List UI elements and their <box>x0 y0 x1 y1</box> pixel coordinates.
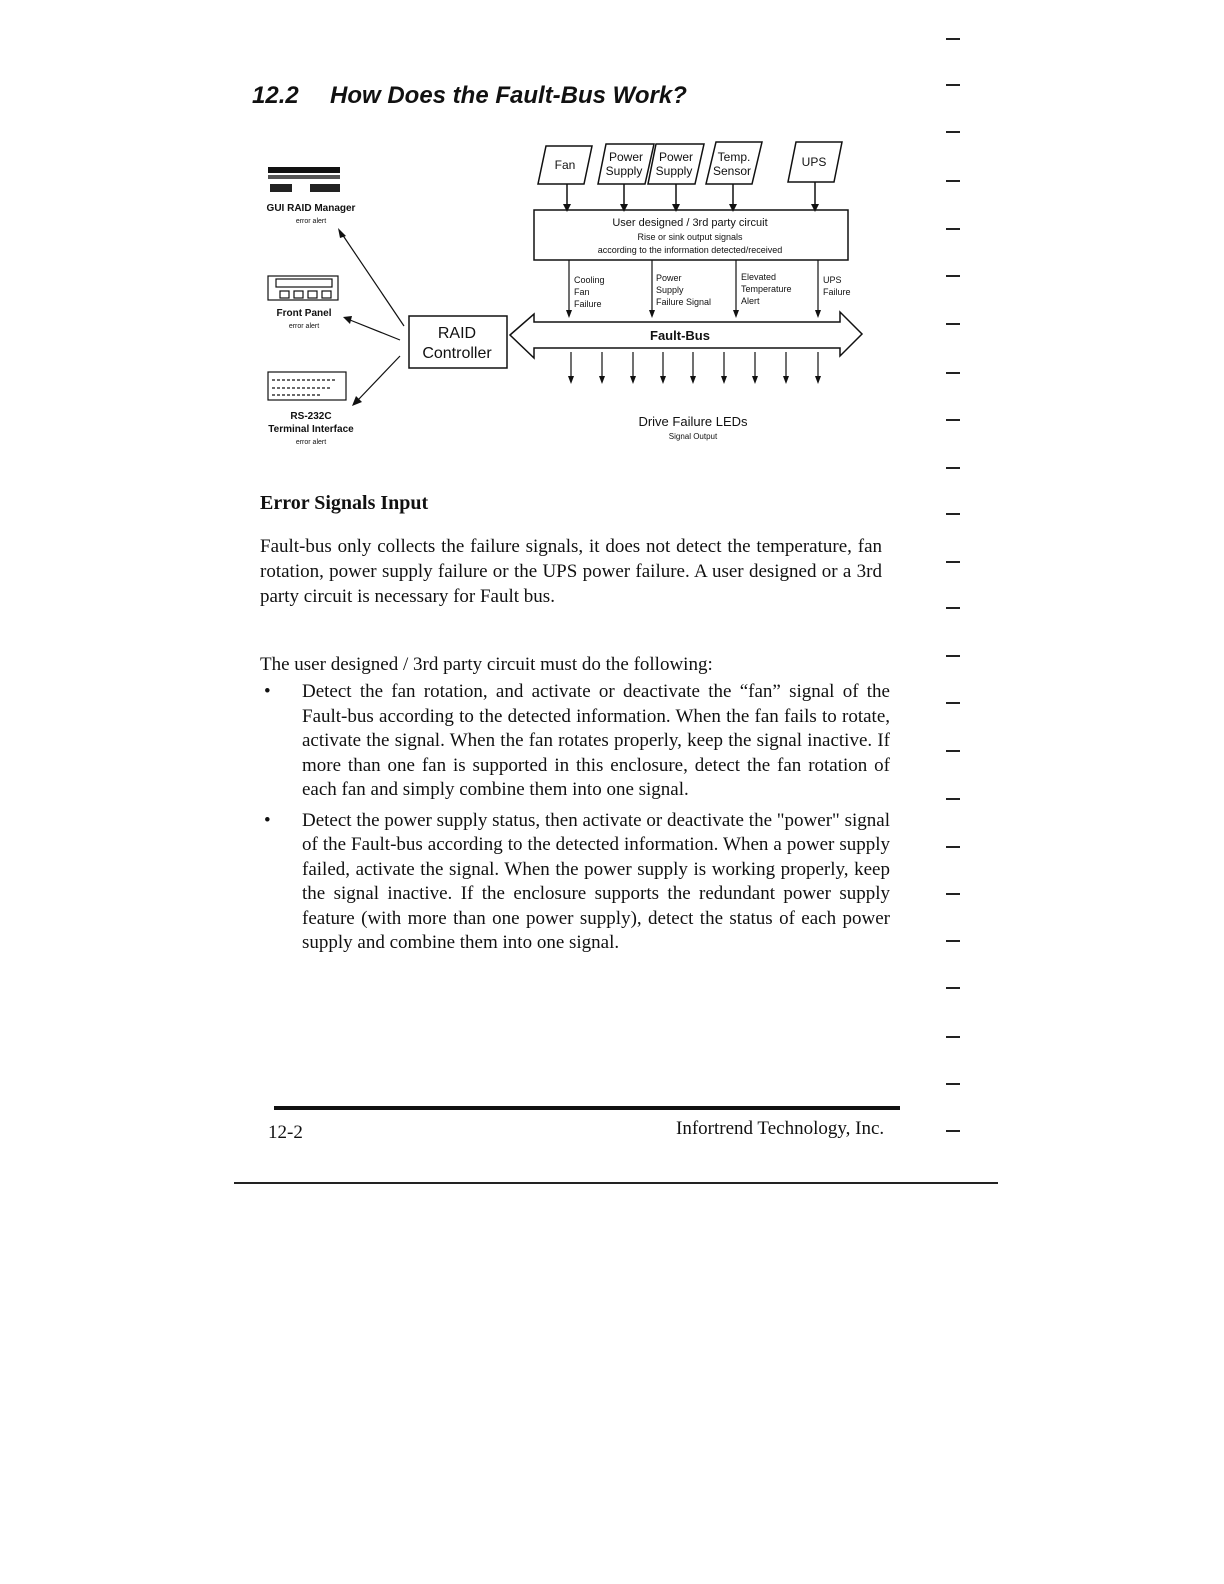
gui-manager-sub: error alert <box>295 218 327 225</box>
scan-edge-mark <box>946 228 960 230</box>
scan-edge-mark <box>946 607 960 609</box>
scan-edge-mark <box>946 750 960 752</box>
gui-manager-label: GUI RAID Manager <box>266 203 356 214</box>
footer-rule <box>274 1106 900 1110</box>
gui-manager-icon <box>268 167 340 192</box>
svg-text:Temperature: Temperature <box>741 284 792 294</box>
svg-text:Supply: Supply <box>605 164 643 178</box>
scan-edge-mark <box>946 893 960 895</box>
scan-edge-mark <box>946 1036 960 1038</box>
circuit-line-2: Rise or sink output signals <box>637 232 743 242</box>
front-panel-sub: error alert <box>288 323 320 330</box>
input-power-supply-2 <box>648 144 704 184</box>
list-item: • Detect the power supply status, then activate or deactivate the "power" signal of the Fault-bus according to the detected information. When a power supply failed, activate the signal. When the power supply is working properly, keep the signal inactive. If the enclosure supports the redundant power supply feature (with more than one power supply), detect the status of each power supply and combine them into one signal. <box>264 809 890 953</box>
svg-text:Supply: Supply <box>655 164 693 178</box>
scan-edge-mark <box>946 702 960 704</box>
scan-edge-mark <box>946 419 960 421</box>
company-name: Infortrend Technology, Inc. <box>676 1118 885 1139</box>
scan-edge-mark <box>946 940 960 942</box>
input-fan-label: Fan <box>554 158 576 172</box>
raid-line-2: Controller <box>422 345 492 362</box>
svg-text:Power: Power <box>608 150 644 164</box>
scan-edge-mark <box>946 180 960 182</box>
terminal-label-2: Terminal Interface <box>268 424 354 435</box>
fault-bus-diagram <box>0 0 1224 470</box>
signal-labels <box>574 272 851 309</box>
bullet-text-power: Detect the power supply status, then activate or deactivate the "power" signal of the Fault-bus according to the detected information. When a power supply failed, activate the signal. When the power supply is working properly, keep the signal inactive. If the enclosure supports the redundant power supply feature (with more than one power supply), detect the status of each power supply and combine them into one signal. <box>302 809 890 953</box>
input-ups-label: UPS <box>801 155 827 169</box>
bullet-text-fan: Detect the fan rotation, and activate or deactivate the “fan” signal of the Fault-bus according to the detected information. When the fan fails to rotate, activate the signal. When the fan rotates properly, keep the signal inactive. If more than one fan is supported in this enclosure, detect the fan rotation of each fan and simply combine them into one signal. <box>302 681 890 800</box>
circuit-line-1: User designed / 3rd party circuit <box>612 217 768 229</box>
svg-text:UPS: UPS <box>823 275 842 285</box>
svg-text:Temp.: Temp. <box>717 150 751 164</box>
input-ups <box>788 142 842 182</box>
list-item: • Detect the fan rotation, and activate or deactivate the “fan” signal of the Fault-bus according to the detected information. When the fan fails to rotate, activate the signal. When the fan rotates properly, keep the signal inactive. If more than one fan is supported in this enclosure, detect the fan rotation of each fan and simply combine them into one signal. <box>264 681 890 800</box>
svg-text:Cooling: Cooling <box>574 275 605 285</box>
svg-text:Failure: Failure <box>574 299 602 309</box>
svg-text:Power: Power <box>658 150 694 164</box>
terminal-sub: error alert <box>295 439 327 446</box>
section-number: 12.2 <box>252 82 299 109</box>
raid-line-1: RAID <box>437 325 477 342</box>
scan-edge-mark <box>946 275 960 277</box>
drive-leds-label: Drive Failure LEDs <box>638 414 748 429</box>
input-fan <box>538 146 592 184</box>
svg-text:Failure Signal: Failure Signal <box>656 297 712 307</box>
error-signals-subheading: Error Signals Input <box>260 492 429 514</box>
svg-text:Fan: Fan <box>574 287 590 297</box>
scan-edge-mark <box>946 1130 960 1132</box>
requirement-list <box>260 680 890 962</box>
scan-edge-mark <box>946 846 960 848</box>
circuit-line-3: according to the information detected/received <box>597 245 783 255</box>
svg-text:Sensor: Sensor <box>712 164 752 178</box>
circuit-requirement-paragraph: The user designed / 3rd party circuit must do the following: <box>260 654 713 675</box>
svg-text:Supply: Supply <box>656 285 684 295</box>
scan-edge-mark <box>946 513 960 515</box>
scan-edge-mark <box>946 798 960 800</box>
svg-text:Elevated: Elevated <box>741 272 777 282</box>
scan-edge-mark <box>946 561 960 563</box>
scan-bottom-rule <box>234 1182 998 1184</box>
scan-edge-mark <box>946 323 960 325</box>
input-power-supply-1 <box>598 144 654 184</box>
scan-edge-mark <box>946 84 960 86</box>
svg-text:Alert: Alert <box>741 296 760 306</box>
front-panel-label: Front Panel <box>276 308 332 319</box>
scan-edge-mark <box>946 987 960 989</box>
svg-text:Power: Power <box>656 273 682 283</box>
front-panel-icon <box>268 276 338 300</box>
drive-led-outputs <box>571 352 818 380</box>
terminal-icon <box>268 372 346 400</box>
section-title: How Does the Fault-Bus Work? <box>330 82 687 109</box>
scan-edge-mark <box>946 1083 960 1085</box>
input-temp-sensor <box>706 142 762 184</box>
scan-edge-mark <box>946 38 960 40</box>
scan-edge-mark <box>946 655 960 657</box>
fault-bus-label: Fault-Bus <box>650 328 710 343</box>
scan-edge-mark <box>946 372 960 374</box>
scan-edge-mark <box>946 131 960 133</box>
page-number: 12-2 <box>268 1122 303 1143</box>
drive-leds-sub: Signal Output <box>668 432 718 441</box>
terminal-label-1: RS-232C <box>290 411 332 422</box>
svg-text:Failure: Failure <box>823 287 851 297</box>
scan-edge-mark <box>946 467 960 469</box>
intro-paragraph: Fault-bus only collects the failure signals, it does not detect the temperature, fan rotation, power supply failure or the UPS power failure. A user designed or a 3rd party circuit is necessary for Fault bus. <box>260 536 882 607</box>
